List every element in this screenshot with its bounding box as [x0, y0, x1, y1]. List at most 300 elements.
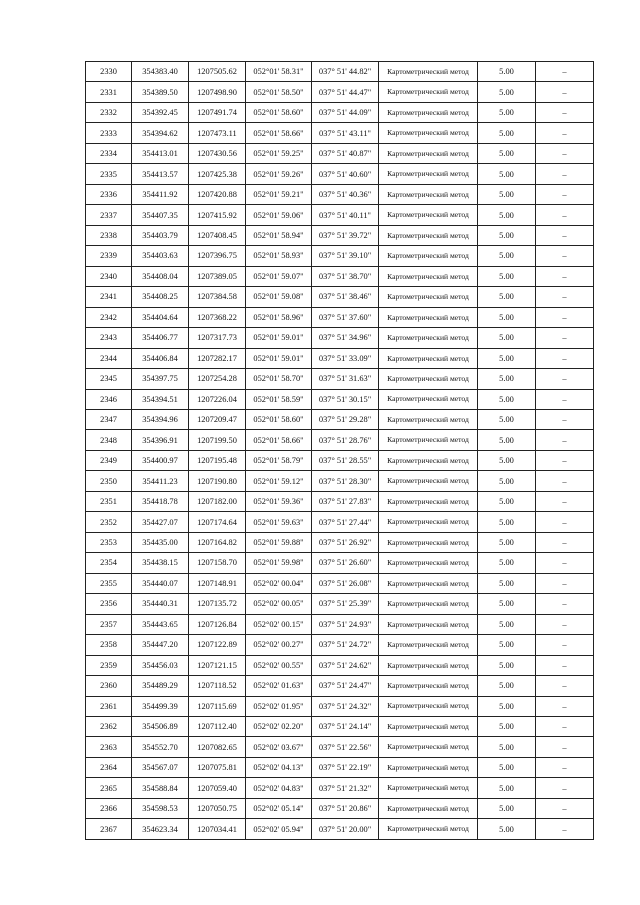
cell-y: 1207408.45: [189, 225, 246, 245]
table-row: [86, 205, 594, 225]
cell-lat: 052°01' 58.70": [246, 369, 312, 389]
table-row: [86, 798, 594, 818]
cell-note: –: [536, 491, 594, 511]
cell-accuracy: 5.00: [478, 409, 536, 429]
cell-lon: 037° 51' 29.28": [312, 409, 379, 429]
cell-note: –: [536, 573, 594, 593]
cell-lon: 037° 51' 24.47": [312, 676, 379, 696]
cell-accuracy: 5.00: [478, 757, 536, 777]
cell-method: Картометрический метод: [379, 778, 478, 798]
cell-note: –: [536, 553, 594, 573]
cell-y: 1207415.92: [189, 205, 246, 225]
cell-lon: 037° 51' 22.19": [312, 757, 379, 777]
cell-lat: 052°02' 00.04": [246, 573, 312, 593]
cell-accuracy: 5.00: [478, 348, 536, 368]
cell-accuracy: 5.00: [478, 573, 536, 593]
cell-x: 354394.51: [132, 389, 189, 409]
cell-y: 1207254.28: [189, 369, 246, 389]
cell-y: 1207420.88: [189, 184, 246, 204]
cell-no: 2334: [86, 143, 132, 163]
cell-y: 1207389.05: [189, 266, 246, 286]
cell-y: 1207199.50: [189, 430, 246, 450]
cell-method: Картометрический метод: [379, 798, 478, 818]
cell-method: Картометрический метод: [379, 184, 478, 204]
cell-no: 2341: [86, 287, 132, 307]
cell-x: 354567.07: [132, 757, 189, 777]
table-row: [86, 491, 594, 511]
cell-method: Картометрический метод: [379, 82, 478, 102]
cell-method: Картометрический метод: [379, 676, 478, 696]
table-row: [86, 143, 594, 163]
table-row: [86, 676, 594, 696]
table-row: [86, 614, 594, 634]
cell-lon: 037° 51' 40.60": [312, 164, 379, 184]
cell-note: –: [536, 737, 594, 757]
cell-lat: 052°01' 59.63": [246, 512, 312, 532]
cell-x: 354588.84: [132, 778, 189, 798]
cell-lon: 037° 51' 25.39": [312, 594, 379, 614]
cell-no: 2330: [86, 62, 132, 82]
cell-method: Картометрический метод: [379, 450, 478, 470]
table-row: [86, 553, 594, 573]
cell-y: 1207112.40: [189, 717, 246, 737]
cell-no: 2350: [86, 471, 132, 491]
cell-y: 1207075.81: [189, 757, 246, 777]
cell-lat: 052°01' 59.12": [246, 471, 312, 491]
cell-method: Картометрический метод: [379, 635, 478, 655]
cell-lat: 052°01' 58.66": [246, 430, 312, 450]
cell-y: 1207425.38: [189, 164, 246, 184]
cell-method: Картометрический метод: [379, 696, 478, 716]
table-row: [86, 696, 594, 716]
cell-no: 2346: [86, 389, 132, 409]
cell-no: 2339: [86, 246, 132, 266]
cell-y: 1207430.56: [189, 143, 246, 163]
cell-method: Картометрический метод: [379, 819, 478, 839]
cell-accuracy: 5.00: [478, 635, 536, 655]
cell-note: –: [536, 757, 594, 777]
cell-lat: 052°01' 59.36": [246, 491, 312, 511]
cell-y: 1207396.75: [189, 246, 246, 266]
table-row: [86, 594, 594, 614]
cell-lat: 052°02' 01.63": [246, 676, 312, 696]
cell-x: 354403.79: [132, 225, 189, 245]
cell-lat: 052°02' 01.95": [246, 696, 312, 716]
cell-no: 2358: [86, 635, 132, 655]
cell-lat: 052°01' 58.96": [246, 307, 312, 327]
cell-lat: 052°01' 58.66": [246, 123, 312, 143]
cell-x: 354418.78: [132, 491, 189, 511]
cell-no: 2356: [86, 594, 132, 614]
cell-lon: 037° 51' 24.93": [312, 614, 379, 634]
cell-lat: 052°01' 59.01": [246, 348, 312, 368]
cell-no: 2351: [86, 491, 132, 511]
cell-lon: 037° 51' 33.09": [312, 348, 379, 368]
cell-lat: 052°01' 58.50": [246, 82, 312, 102]
cell-y: 1207498.90: [189, 82, 246, 102]
cell-x: 354397.75: [132, 369, 189, 389]
cell-note: –: [536, 164, 594, 184]
cell-accuracy: 5.00: [478, 164, 536, 184]
cell-y: 1207059.40: [189, 778, 246, 798]
cell-note: –: [536, 348, 594, 368]
cell-method: Картометрический метод: [379, 369, 478, 389]
cell-lon: 037° 51' 21.32": [312, 778, 379, 798]
cell-y: 1207384.58: [189, 287, 246, 307]
cell-method: Картометрический метод: [379, 123, 478, 143]
cell-method: Картометрический метод: [379, 737, 478, 757]
cell-x: 354413.57: [132, 164, 189, 184]
cell-note: –: [536, 328, 594, 348]
cell-x: 354407.35: [132, 205, 189, 225]
cell-note: –: [536, 614, 594, 634]
cell-lat: 052°01' 59.98": [246, 553, 312, 573]
table-row: [86, 307, 594, 327]
cell-y: 1207148.91: [189, 573, 246, 593]
cell-note: –: [536, 307, 594, 327]
cell-x: 354598.53: [132, 798, 189, 818]
cell-y: 1207226.04: [189, 389, 246, 409]
cell-x: 354499.39: [132, 696, 189, 716]
cell-lon: 037° 51' 24.72": [312, 635, 379, 655]
cell-note: –: [536, 717, 594, 737]
cell-lon: 037° 51' 40.87": [312, 143, 379, 163]
table-row: [86, 225, 594, 245]
cell-y: 1207050.75: [189, 798, 246, 818]
cell-y: 1207317.73: [189, 328, 246, 348]
cell-accuracy: 5.00: [478, 717, 536, 737]
cell-lon: 037° 51' 40.36": [312, 184, 379, 204]
cell-lon: 037° 51' 27.83": [312, 491, 379, 511]
cell-note: –: [536, 123, 594, 143]
cell-no: 2345: [86, 369, 132, 389]
cell-lon: 037° 51' 26.60": [312, 553, 379, 573]
cell-no: 2361: [86, 696, 132, 716]
cell-x: 354440.07: [132, 573, 189, 593]
cell-lon: 037° 51' 20.86": [312, 798, 379, 818]
table-row: [86, 328, 594, 348]
cell-lat: 052°02' 00.15": [246, 614, 312, 634]
cell-note: –: [536, 205, 594, 225]
cell-note: –: [536, 143, 594, 163]
cell-accuracy: 5.00: [478, 143, 536, 163]
cell-accuracy: 5.00: [478, 266, 536, 286]
cell-x: 354413.01: [132, 143, 189, 163]
cell-note: –: [536, 676, 594, 696]
cell-x: 354404.64: [132, 307, 189, 327]
cell-lon: 037° 51' 39.72": [312, 225, 379, 245]
cell-lon: 037° 51' 38.70": [312, 266, 379, 286]
cell-no: 2364: [86, 757, 132, 777]
cell-method: Картометрический метод: [379, 717, 478, 737]
cell-no: 2344: [86, 348, 132, 368]
cell-lat: 052°01' 58.31": [246, 62, 312, 82]
cell-note: –: [536, 532, 594, 552]
table-row: [86, 409, 594, 429]
cell-lat: 052°02' 03.67": [246, 737, 312, 757]
cell-accuracy: 5.00: [478, 778, 536, 798]
cell-accuracy: 5.00: [478, 819, 536, 839]
cell-no: 2333: [86, 123, 132, 143]
cell-lon: 037° 51' 44.82": [312, 62, 379, 82]
cell-accuracy: 5.00: [478, 676, 536, 696]
table-row: [86, 471, 594, 491]
cell-lat: 052°01' 59.88": [246, 532, 312, 552]
cell-method: Картометрический метод: [379, 328, 478, 348]
cell-no: 2357: [86, 614, 132, 634]
table-row: [86, 82, 594, 102]
cell-lon: 037° 51' 39.10": [312, 246, 379, 266]
table-row: [86, 737, 594, 757]
table-row: [86, 819, 594, 839]
cell-x: 354506.89: [132, 717, 189, 737]
cell-note: –: [536, 287, 594, 307]
table-row: [86, 778, 594, 798]
table-row: [86, 266, 594, 286]
cell-note: –: [536, 778, 594, 798]
cell-x: 354392.45: [132, 102, 189, 122]
cell-method: Картометрический метод: [379, 430, 478, 450]
cell-x: 354440.31: [132, 594, 189, 614]
cell-note: –: [536, 102, 594, 122]
cell-x: 354408.25: [132, 287, 189, 307]
cell-note: –: [536, 798, 594, 818]
cell-y: 1207082.65: [189, 737, 246, 757]
cell-no: 2367: [86, 819, 132, 839]
cell-lon: 037° 51' 44.47": [312, 82, 379, 102]
table-row: [86, 287, 594, 307]
table-row: [86, 512, 594, 532]
cell-accuracy: 5.00: [478, 246, 536, 266]
cell-note: –: [536, 369, 594, 389]
cell-accuracy: 5.00: [478, 389, 536, 409]
cell-no: 2336: [86, 184, 132, 204]
cell-note: –: [536, 246, 594, 266]
cell-lon: 037° 51' 34.96": [312, 328, 379, 348]
table-row: [86, 635, 594, 655]
cell-method: Картометрический метод: [379, 512, 478, 532]
cell-accuracy: 5.00: [478, 205, 536, 225]
cell-no: 2359: [86, 655, 132, 675]
table-row: [86, 62, 594, 82]
cell-note: –: [536, 471, 594, 491]
cell-x: 354408.04: [132, 266, 189, 286]
cell-y: 1207195.48: [189, 450, 246, 470]
cell-note: –: [536, 450, 594, 470]
cell-lon: 037° 51' 28.76": [312, 430, 379, 450]
cell-lon: 037° 51' 38.46": [312, 287, 379, 307]
cell-lon: 037° 51' 27.44": [312, 512, 379, 532]
cell-lat: 052°01' 58.60": [246, 409, 312, 429]
cell-x: 354552.70: [132, 737, 189, 757]
cell-lat: 052°02' 05.14": [246, 798, 312, 818]
cell-method: Картометрический метод: [379, 225, 478, 245]
cell-accuracy: 5.00: [478, 307, 536, 327]
cell-y: 1207473.11: [189, 123, 246, 143]
cell-accuracy: 5.00: [478, 594, 536, 614]
cell-note: –: [536, 594, 594, 614]
cell-lat: 052°01' 58.94": [246, 225, 312, 245]
cell-y: 1207282.17: [189, 348, 246, 368]
cell-accuracy: 5.00: [478, 225, 536, 245]
cell-no: 2343: [86, 328, 132, 348]
cell-lat: 052°01' 59.06": [246, 205, 312, 225]
table-row: [86, 430, 594, 450]
cell-lon: 037° 51' 31.63": [312, 369, 379, 389]
cell-accuracy: 5.00: [478, 62, 536, 82]
cell-x: 354447.20: [132, 635, 189, 655]
table-row: [86, 450, 594, 470]
cell-method: Картометрический метод: [379, 594, 478, 614]
cell-accuracy: 5.00: [478, 102, 536, 122]
cell-accuracy: 5.00: [478, 328, 536, 348]
cell-lon: 037° 51' 44.09": [312, 102, 379, 122]
cell-y: 1207491.74: [189, 102, 246, 122]
cell-y: 1207121.15: [189, 655, 246, 675]
cell-no: 2337: [86, 205, 132, 225]
cell-note: –: [536, 819, 594, 839]
cell-method: Картометрический метод: [379, 553, 478, 573]
cell-lat: 052°02' 00.27": [246, 635, 312, 655]
cell-x: 354406.77: [132, 328, 189, 348]
cell-no: 2365: [86, 778, 132, 798]
cell-method: Картометрический метод: [379, 205, 478, 225]
cell-lat: 052°01' 58.79": [246, 450, 312, 470]
cell-x: 354438.15: [132, 553, 189, 573]
cell-accuracy: 5.00: [478, 430, 536, 450]
cell-method: Картометрический метод: [379, 266, 478, 286]
cell-note: –: [536, 655, 594, 675]
cell-no: 2366: [86, 798, 132, 818]
cell-y: 1207126.84: [189, 614, 246, 634]
cell-method: Картометрический метод: [379, 307, 478, 327]
table-row: [86, 389, 594, 409]
cell-accuracy: 5.00: [478, 553, 536, 573]
cell-y: 1207190.80: [189, 471, 246, 491]
table-row: [86, 164, 594, 184]
table-row: [86, 246, 594, 266]
cell-lon: 037° 51' 28.30": [312, 471, 379, 491]
cell-no: 2332: [86, 102, 132, 122]
cell-note: –: [536, 696, 594, 716]
cell-accuracy: 5.00: [478, 696, 536, 716]
cell-lon: 037° 51' 40.11": [312, 205, 379, 225]
cell-x: 354394.96: [132, 409, 189, 429]
cell-x: 354411.23: [132, 471, 189, 491]
cell-accuracy: 5.00: [478, 491, 536, 511]
cell-lon: 037° 51' 24.14": [312, 717, 379, 737]
cell-x: 354443.65: [132, 614, 189, 634]
cell-note: –: [536, 430, 594, 450]
cell-note: –: [536, 225, 594, 245]
cell-lon: 037° 51' 30.15": [312, 389, 379, 409]
cell-lon: 037° 51' 37.60": [312, 307, 379, 327]
cell-method: Картометрический метод: [379, 164, 478, 184]
cell-no: 2352: [86, 512, 132, 532]
table-row: [86, 532, 594, 552]
cell-note: –: [536, 389, 594, 409]
table-row: [86, 369, 594, 389]
cell-accuracy: 5.00: [478, 184, 536, 204]
cell-method: Картометрический метод: [379, 246, 478, 266]
cell-y: 1207174.64: [189, 512, 246, 532]
cell-lat: 052°02' 00.55": [246, 655, 312, 675]
cell-method: Картометрический метод: [379, 102, 478, 122]
cell-x: 354403.63: [132, 246, 189, 266]
cell-accuracy: 5.00: [478, 369, 536, 389]
cell-lat: 052°01' 58.59": [246, 389, 312, 409]
cell-lat: 052°01' 59.08": [246, 287, 312, 307]
table-row: [86, 123, 594, 143]
cell-note: –: [536, 82, 594, 102]
cell-lon: 037° 51' 26.92": [312, 532, 379, 552]
cell-x: 354427.07: [132, 512, 189, 532]
coordinates-table: [85, 61, 594, 840]
cell-no: 2340: [86, 266, 132, 286]
cell-method: Картометрический метод: [379, 532, 478, 552]
cell-lat: 052°02' 04.83": [246, 778, 312, 798]
cell-lon: 037° 51' 22.56": [312, 737, 379, 757]
table-row: [86, 184, 594, 204]
cell-x: 354411.92: [132, 184, 189, 204]
table-row: [86, 573, 594, 593]
cell-no: 2348: [86, 430, 132, 450]
cell-note: –: [536, 409, 594, 429]
cell-lat: 052°02' 04.13": [246, 757, 312, 777]
cell-y: 1207122.89: [189, 635, 246, 655]
cell-no: 2353: [86, 532, 132, 552]
cell-lon: 037° 51' 24.62": [312, 655, 379, 675]
cell-no: 2347: [86, 409, 132, 429]
cell-lat: 052°01' 59.01": [246, 328, 312, 348]
cell-x: 354489.29: [132, 676, 189, 696]
cell-x: 354383.40: [132, 62, 189, 82]
cell-method: Картометрический метод: [379, 348, 478, 368]
cell-y: 1207135.72: [189, 594, 246, 614]
cell-no: 2355: [86, 573, 132, 593]
cell-no: 2342: [86, 307, 132, 327]
cell-accuracy: 5.00: [478, 450, 536, 470]
cell-method: Картометрический метод: [379, 614, 478, 634]
cell-x: 354435.00: [132, 532, 189, 552]
cell-method: Картометрический метод: [379, 409, 478, 429]
cell-y: 1207034.41: [189, 819, 246, 839]
cell-lat: 052°01' 58.93": [246, 246, 312, 266]
cell-note: –: [536, 62, 594, 82]
cell-lat: 052°02' 00.05": [246, 594, 312, 614]
cell-note: –: [536, 635, 594, 655]
cell-lon: 037° 51' 24.32": [312, 696, 379, 716]
cell-accuracy: 5.00: [478, 737, 536, 757]
cell-y: 1207115.69: [189, 696, 246, 716]
cell-accuracy: 5.00: [478, 82, 536, 102]
cell-y: 1207118.52: [189, 676, 246, 696]
cell-lat: 052°01' 58.60": [246, 102, 312, 122]
cell-method: Картометрический метод: [379, 471, 478, 491]
table-row: [86, 757, 594, 777]
cell-y: 1207368.22: [189, 307, 246, 327]
cell-method: Картометрический метод: [379, 143, 478, 163]
cell-y: 1207209.47: [189, 409, 246, 429]
cell-accuracy: 5.00: [478, 512, 536, 532]
cell-accuracy: 5.00: [478, 471, 536, 491]
cell-accuracy: 5.00: [478, 798, 536, 818]
cell-method: Картометрический метод: [379, 389, 478, 409]
cell-x: 354396.91: [132, 430, 189, 450]
table-body: [86, 62, 594, 840]
cell-accuracy: 5.00: [478, 655, 536, 675]
cell-method: Картометрический метод: [379, 491, 478, 511]
